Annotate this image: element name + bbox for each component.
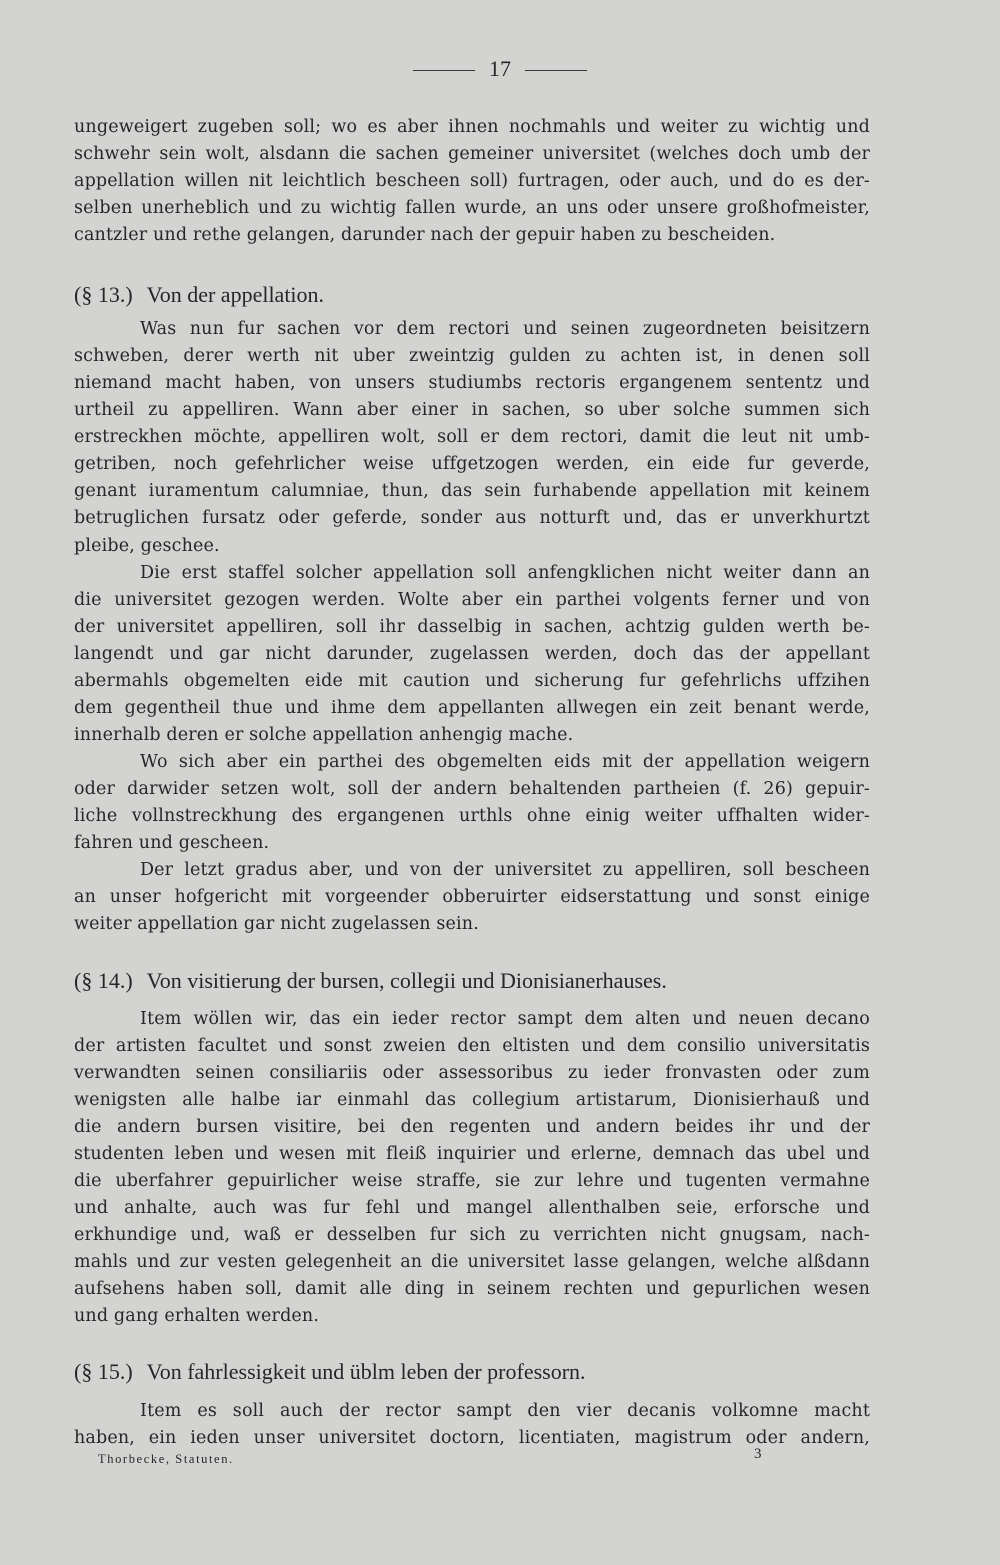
text-line: abermahls obgemelten eide mit caution und sicherung fur gefehrlichs uffzihen [74, 671, 870, 691]
text-line: erkhundige und, waß er desselben fur sich zu verrichten nicht gnugsam, nach- [74, 1225, 870, 1245]
text-line: selben unerheblich und zu wichtig fallen wurde, an uns oder unsere großhofmeister, [74, 198, 870, 218]
header-rule-right [525, 70, 587, 71]
text-line: urtheil zu appelliren. Wann aber einer in sachen, so uber solche summen sich [74, 400, 870, 420]
text-line: und gang erhalten werden. [74, 1306, 320, 1326]
text-line: der universitet appelliren, soll ihr dasselbig in sachen, achtzig gulden werth be- [74, 617, 870, 637]
text-line: getriben, noch gefehrlicher weise uffgetzogen werden, ein eide fur geverde, [74, 454, 870, 474]
section-heading-14 [74, 967, 667, 995]
text-line: innerhalb deren er solche appellation anhengig mache. [74, 725, 574, 745]
text-line: an unser hofgericht mit vorgeender obberuirter eidserstattung und sonst einige [74, 887, 870, 907]
section-number: (§ 15.) [74, 1359, 133, 1384]
sheet-number: 3 [754, 1446, 762, 1462]
text-line: dem gegentheil thue und ihme dem appellanten allwegen ein zeit benant werde, [74, 698, 870, 718]
text-line: Die erst staffel solcher appellation soll anfengklichen nicht weiter dann an [140, 563, 870, 583]
text-line: Wo sich aber ein parthei des obgemelten eids mit der appellation weigern [140, 752, 870, 772]
signature-mark: Thorbecke, Statuten. [98, 1452, 234, 1466]
text-line: aufsehens haben soll, damit alle ding in seinem rechten und gepurlichen wesen [74, 1279, 870, 1299]
text-line: schweben, derer werth nit uber zweintzig gulden zu achten ist, in denen soll [74, 346, 870, 366]
section-title: Von visitierung der bursen, collegii und Dionisianerhauses. [146, 968, 667, 993]
section-number: (§ 14.) [74, 968, 133, 993]
text-line: ungeweigert zugeben soll; wo es aber ihnen nochmahls und weiter zu wichtig und [74, 117, 870, 137]
text-line: langendt und gar nicht darunder, zugelassen werden, doch das der appellant [74, 644, 870, 664]
text-line: weiter appellation gar nicht zugelassen sein. [74, 914, 479, 934]
text-line: appellation willen nit leichtlich bescheen soll) furtragen, oder auch, und do es der- [74, 171, 870, 191]
text-line: fahren und gescheen. [74, 833, 270, 853]
text-line: genant iuramentum calumniae, thun, das sein furhabende appellation mit keinem [74, 481, 870, 501]
page-number: 17 [489, 56, 511, 81]
text-line: betruglichen fursatz oder geferde, sonder aus notturft und, das er unverkhurtzt [74, 508, 870, 528]
section-heading-15 [74, 1358, 586, 1386]
text-line: Der letzt gradus aber, und von der universitet zu appelliren, soll bescheen [140, 860, 870, 880]
text-line: wenigsten alle halbe iar einmahl das collegium artistarum, Dionisierhauß und [74, 1090, 870, 1110]
text-line: Item wöllen wir, das ein ieder rector sampt dem alten und neuen decano [140, 1009, 870, 1029]
header-rule-left [413, 70, 475, 71]
text-line: schwehr sein wolt, alsdann die sachen gemeiner universitet (welches doch umb der [74, 144, 870, 164]
text-line: studenten leben und wesen mit fleiß inquirier und erlerne, demnach das ubel und [74, 1144, 870, 1164]
text-line: die universitet gezogen werden. Wolte aber ein parthei volgents ferner und von [74, 590, 870, 610]
text-line: Item es soll auch der rector sampt den vier decanis volkomne macht [140, 1401, 870, 1421]
page-header [0, 56, 1000, 82]
text-line: die uberfahrer gepuirlicher weise straffe, sie zur lehre und tugenten vermahne [74, 1171, 870, 1191]
text-line: haben, ein ieden unser universitet doctorn, licentiaten, magistrum oder andern, [74, 1428, 870, 1448]
section-title: Von fahrlessigkeit und üblm leben der professorn. [146, 1359, 586, 1384]
section-heading-13 [74, 281, 324, 309]
text-line: mahls und zur vesten gelegenheit an die universitet lasse gelangen, welche alßdann [74, 1252, 870, 1272]
text-line: und anhalte, auch was fur fehl und mangel allenthalben seie, erforsche und [74, 1198, 870, 1218]
text-line: der artisten facultet und sonst zweien den eltisten und dem consilio universitatis [74, 1036, 870, 1056]
text-line: cantzler und rethe gelangen, darunder nach der gepuir haben zu bescheiden. [74, 225, 776, 245]
text-line: liche vollnstreckhung des ergangenen urthls ohne einig weiter uffhalten wider- [74, 806, 870, 826]
text-line: Was nun fur sachen vor dem rectori und seinen zugeordneten beisitzern [140, 319, 870, 339]
text-line: die andern bursen visitire, bei den regenten und andern beides ihr und der [74, 1117, 870, 1137]
text-line: erstreckhen möchte, appelliren wolt, soll er dem rectori, damit die leut nit umb- [74, 427, 870, 447]
text-line: niemand macht haben, von unsers studiumbs rectoris ergangenem sententz und [74, 373, 870, 393]
text-line: verwandten seinen consiliariis oder assessoribus zu ieder fronvasten oder zum [74, 1063, 870, 1083]
text-line: pleibe, gescheе. [74, 536, 220, 556]
section-title: Von der appellation. [146, 282, 325, 307]
text-line: oder darwider setzen wolt, soll der andern behaltenden partheien (f. 26) gepuir- [74, 779, 870, 799]
section-number: (§ 13.) [74, 282, 133, 307]
